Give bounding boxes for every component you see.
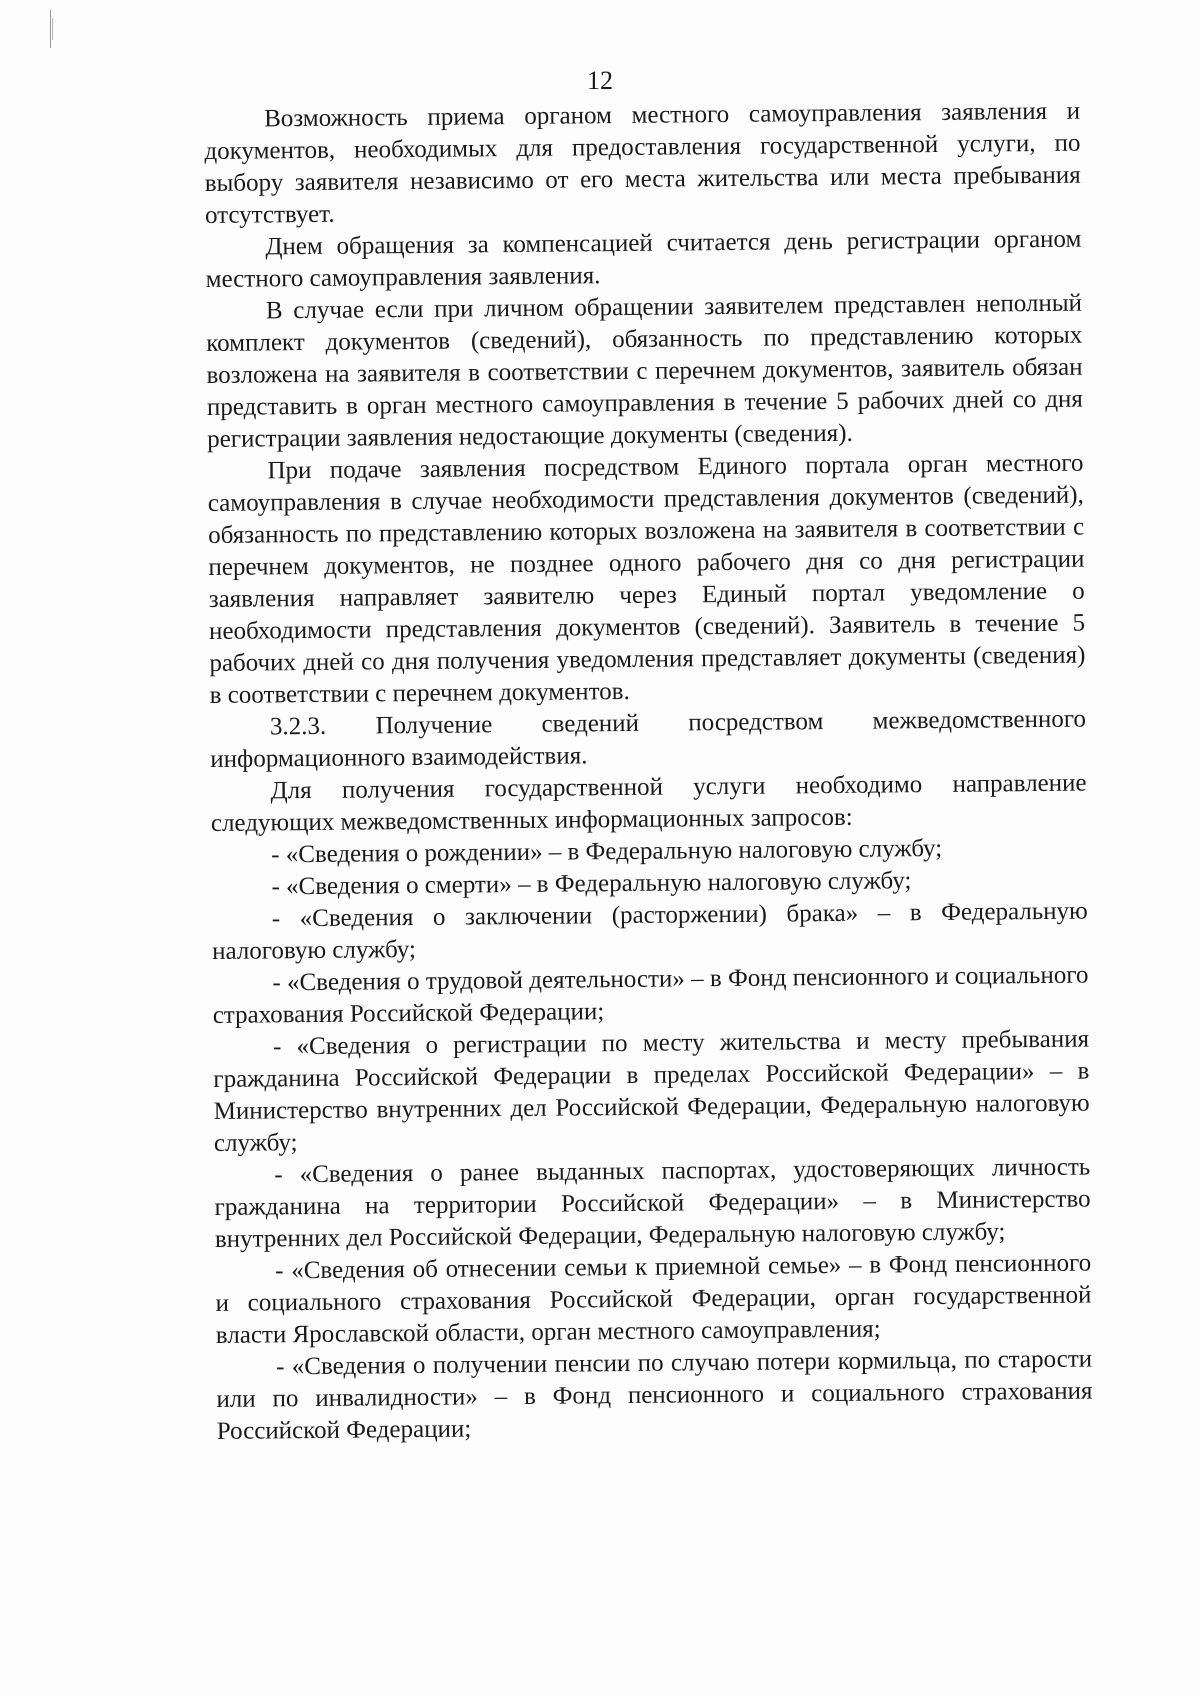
list-item-foster-family: - «Сведения об отнесении семьи к приемной семье» – в Фонд пенсионного и социального страхования Российской Федерации, орган государственной власти Ярославской области, орган местного самоуправления; <box>215 1249 1092 1349</box>
page-number: 12 <box>587 66 613 95</box>
paragraph-incomplete-documents: В случае если при личном обращении заявителем представлен неполный комплект документов (сведений), обязанность по представлению которых возложена на заявителя в соответствии с перечнем документов, заявитель обязан представить в орган местного самоуправления в течение 5 рабочих дней со дня регистрации заявления недостающие документы (сведения). <box>206 289 1084 453</box>
paragraph-unified-portal: При подаче заявления посредством Единого портала орган местного самоуправления в случае необходимости представления документов (сведений), обязанность по представлению которых возложена на заявителя в соответствии с перечнем документов, не позднее одного рабочего дня со дня регистрации заявления направляет заявителю через Единый портал уведомление о необходимости представления документов (сведений). Заявитель в течение 5 рабочих дней со дня получения уведомления представляет документы (сведения) в соответствии с перечнем документов. <box>207 449 1086 709</box>
paragraph-reception-possibility: Возможность приема органом местного самоуправления заявления и документов, необходимых для предоставления государственной услуги, по выбору заявителя независимо от его места жительства или места пребывания отсутствует. <box>204 97 1081 229</box>
list-item-death: - «Сведения о смерти» – в Федеральную налоговую службу; <box>271 867 912 901</box>
scan-edge-mark <box>52 18 53 40</box>
section-heading-3-2-3: 3.2.3. Получение сведений посредством межведомственного информационного взаимодействия. <box>210 705 1087 773</box>
document-body <box>204 96 1093 1448</box>
paragraph-requests-intro: Для получения государственной услуги необходимо направление следующих межведомственных информационных запросов: <box>210 769 1087 837</box>
list-item-passports: - «Сведения о ранее выданных паспортах, удостоверяющих личность гражданина на территории Российской Федерации» – в Министерство внутренних дел Российской Федерации, Федеральную налоговую службу; <box>214 1153 1091 1253</box>
list-item-employment: - «Сведения о трудовой деятельности» – в Фонд пенсионного и социального страхования Российской Федерации; <box>212 961 1089 1029</box>
list-item-birth: - «Сведения о рождении» – в Федеральную налоговую службу; <box>271 834 943 869</box>
list-item-registration: - «Сведения о регистрации по месту жительства и месту пребывания гражданина Российской Федерации в пределах Российской Федерации» – в Министерство внутренних дел Российской Федерации, Федеральную налоговую службу; <box>213 1025 1090 1157</box>
list-item-pension: - «Сведения о получении пенсии по случаю потери кормильца, по старости или по инвалидности» – в Фонд пенсионного и социального страхования Российской Федерации; <box>216 1345 1093 1445</box>
list-item-marriage: - «Сведения о заключении (расторжении) брака» – в Федеральную налоговую службу; <box>212 897 1088 965</box>
paragraph-application-day: Днем обращения за компенсацией считается день регистрации органом местного самоуправления заявления. <box>205 225 1082 293</box>
scan-edge-mark <box>50 10 51 48</box>
